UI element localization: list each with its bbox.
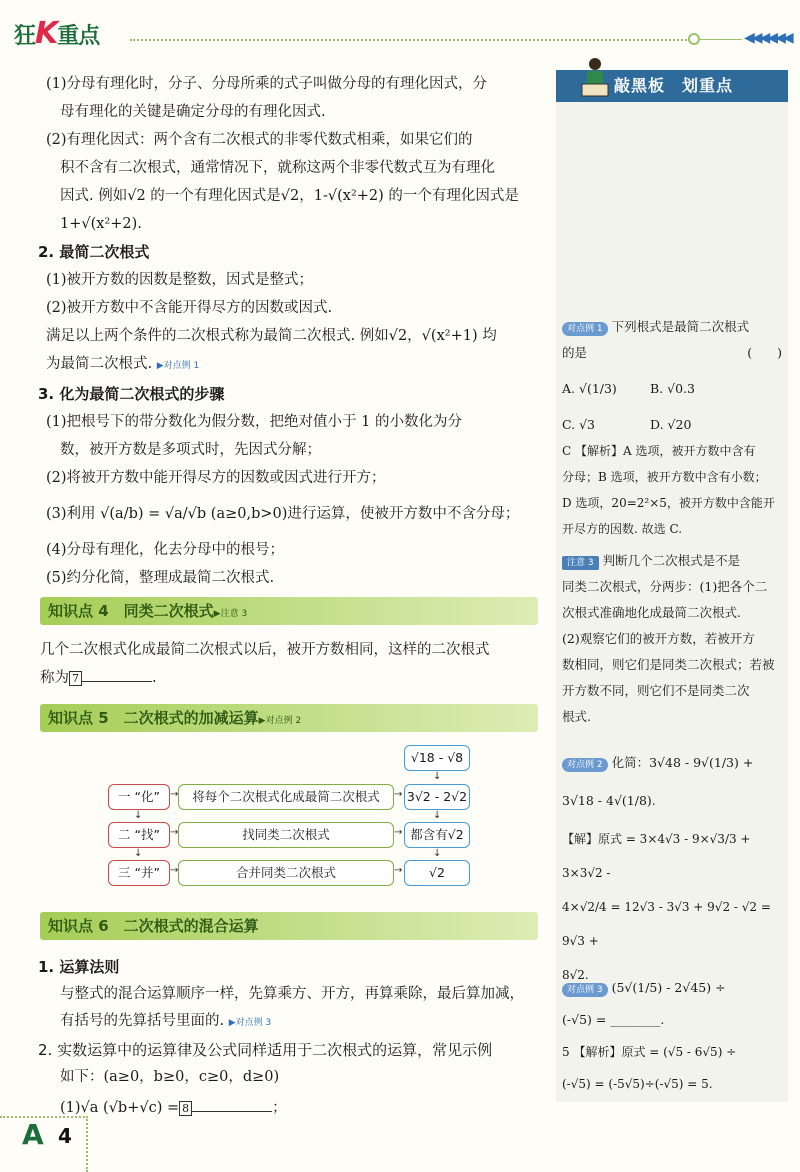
arrow-down-icon: ↓: [433, 771, 442, 782]
para: 数，被开方数是多项式时，先因式分解；: [60, 442, 321, 458]
brand-logo: [14, 16, 99, 51]
option-a[interactable]: A. √(1/3): [562, 381, 617, 396]
flow-step-3-result: √2: [404, 860, 470, 886]
para: (2)被开方数中不含能开得尽方的因数或因式.: [46, 300, 333, 316]
example-3: [562, 972, 782, 1100]
flow-step-2-desc: 找同类二次根式: [178, 822, 394, 848]
para: 母有理化的关键是确定分母的有理化因式.: [60, 104, 326, 120]
example-1: [562, 314, 782, 542]
para: (2)有理化因式：两个含有二次根式的非零代数式相乘，如果它们的: [46, 132, 473, 148]
note-line: 根式.: [562, 709, 591, 724]
para: (3)利用 √(a/b) = √a/√b (a≥0,b>0)进行运算，使被开方数中不含分母；: [46, 506, 520, 522]
note-link[interactable]: ▶注意 3: [213, 609, 248, 619]
flow-step-2-result: 都含有√2: [404, 822, 470, 848]
flow-step-2-label: 二 “找”: [108, 822, 170, 848]
knowledge-point-5-bar: [40, 704, 538, 732]
answer-line: (-√5) = (-5√5)÷(-√5) = 5.: [562, 1077, 713, 1091]
blank-number: 8: [179, 1101, 192, 1116]
kp4-text: [40, 636, 538, 692]
flow-top-box: √18 - √8: [404, 745, 470, 771]
example-tag: 对点例 2: [562, 758, 608, 772]
example-question: [562, 340, 782, 366]
arrow-down-icon: ↓: [134, 810, 143, 821]
question-text: 的是: [562, 345, 588, 360]
blank-number: 7: [69, 671, 82, 686]
note-line: 开方数不同，则它们不是同类二次: [562, 683, 750, 698]
header-divider-end: [700, 39, 742, 40]
flow-step-1-label: 一 “化”: [108, 784, 170, 810]
header-divider: [130, 39, 690, 41]
para: [46, 350, 540, 380]
kp6-text: [38, 954, 540, 1122]
para: (1)把根号下的带分数化为假分数，把绝对值小于 1 的小数化为分: [46, 414, 462, 430]
option-b[interactable]: B. √0.3: [650, 381, 695, 396]
arrow-right-icon: →: [394, 789, 403, 800]
para-text: (1)√a (√b+√c) =: [60, 1100, 180, 1116]
note-line: 数相同，则它们是同类二次根式；若被: [562, 657, 775, 672]
para: 积不含有二次根式，通常情况下，就称这两个非零代数式互为有理化: [60, 160, 495, 176]
answer-line: 5 【解析】原式 = (√5 - 6√5) ÷: [562, 1045, 737, 1059]
para: (4)分母有理化，化去分母中的根号；: [46, 542, 285, 558]
note-3: [562, 548, 782, 730]
arrow-right-icon: →: [170, 827, 179, 838]
section-heading: 2. 最简二次根式: [38, 243, 150, 261]
para: 满足以上两个条件的二次根式称为最简二次根式. 例如√2，√(x²+1) 均: [46, 328, 497, 344]
footer-divider: [0, 1116, 88, 1118]
flow-step-1-desc: 将每个二次根式化成最简二次根式: [178, 784, 394, 810]
answer-line: 4×√2/4 = 12√3 - 3√3 + 9√2 - √2 = 9√3 +: [562, 900, 771, 948]
page-number: 4: [58, 1124, 72, 1148]
example-link[interactable]: ▶对点例 1: [156, 361, 200, 371]
para: [46, 1095, 540, 1122]
note-tag: 注意 3: [562, 556, 599, 570]
teacher-figure-icon: [578, 56, 612, 100]
question-text: 化简：3√48 - 9√(1/3) +: [611, 755, 754, 770]
note-line: 次根式准确地化成最简二次根式.: [562, 605, 741, 620]
answer-paren[interactable]: ( ): [747, 345, 782, 360]
para: [46, 1008, 540, 1037]
para: (2)将被开方数中能开得尽方的因数或因式进行开方；: [46, 470, 386, 486]
question-text[interactable]: (-√5) = ________.: [562, 1012, 665, 1027]
answer-line: 分母；B 选项，被开方数中含有小数；: [562, 470, 767, 484]
flow-step-3-desc: 合并同类二次根式: [178, 860, 394, 886]
para-text: 有括号的先算括号里面的.: [60, 1013, 225, 1029]
answer-line: 开尽方的因数. 故选 C.: [562, 522, 683, 536]
arrow-down-icon: ↓: [134, 848, 143, 859]
header-arrows-icon: ◀◀◀◀◀◀: [744, 30, 791, 46]
knowledge-point-6-bar: [40, 912, 538, 940]
options-row: [562, 366, 782, 412]
answer-blank[interactable]: [82, 681, 152, 682]
kp-title: 知识点 5 二次根式的加减运算: [48, 709, 259, 727]
section-heading: 1. 运算法则: [38, 958, 120, 976]
para: 几个二次根式化成最简二次根式以后，被开方数相同，这样的二次根式: [40, 642, 490, 658]
para: (1)被开方数的因数是整数，因式是整式；: [46, 272, 314, 288]
kp-title: 知识点 6 二次根式的混合运算: [48, 917, 259, 935]
para: (5)约分化简，整理成最简二次根式.: [46, 570, 275, 586]
para: 1+√(x²+2).: [60, 216, 142, 232]
example-link[interactable]: ▶对点例 3: [228, 1018, 272, 1028]
example-tag: 对点例 3: [562, 983, 608, 997]
flow-step-3-label: 三 “并”: [108, 860, 170, 886]
example-question: [562, 746, 782, 780]
para: 如下：(a≥0，b≥0，c≥0，d≥0): [60, 1069, 280, 1085]
note-line: 同类二次根式，分两步：(1)把各个二: [562, 579, 768, 594]
example-link[interactable]: ▶对点例 2: [258, 716, 302, 726]
arrow-down-icon: ↓: [433, 848, 442, 859]
logo-k: K: [35, 16, 58, 51]
arrow-right-icon: →: [170, 865, 179, 876]
para: 因式. 例如√2 的一个有理化因式是√2，1-√(x²+2) 的一个有理化因式是: [60, 188, 519, 204]
para-text: ；: [272, 1100, 287, 1116]
example-question: [562, 314, 782, 340]
header-circle-icon: [688, 33, 700, 45]
para: 称为 7 .: [40, 670, 157, 686]
para-text: 称为: [40, 670, 69, 686]
main-content: [38, 70, 540, 592]
para: 与整式的混合运算顺序一样，先算乘方、开方，再算乘除，最后算加减，: [60, 986, 524, 1002]
section-heading: 2. 实数运算中的运算律及公式同样适用于二次根式的运算，常见示例: [38, 1041, 493, 1059]
question-text: (5√(1/5) - 2√45) ÷: [611, 980, 726, 995]
answer-line: 8√2.: [562, 968, 589, 982]
answer-line: C 【解析】A 选项，被开方数中含有: [562, 444, 756, 458]
flow-step-1-result: 3√2 - 2√2: [404, 784, 470, 810]
note-line: (2)观察它们的被开方数，若被开方: [562, 631, 755, 646]
logo-suffix: 重点: [57, 24, 100, 49]
para-text: 为最简二次根式.: [46, 356, 153, 372]
logo-char: 狂: [14, 24, 36, 49]
knowledge-point-4-bar: [40, 597, 538, 625]
answer-line: 【解】原式 = 3×4√3 - 9×√3/3 + 3×3√2 -: [562, 832, 751, 880]
question-text: 下列根式是最简二次根式: [611, 319, 750, 334]
example-tag: 对点例 1: [562, 322, 608, 336]
arrow-right-icon: →: [394, 827, 403, 838]
answer-blank[interactable]: [192, 1111, 272, 1112]
options-row: [562, 412, 782, 438]
example-question: [562, 972, 782, 1004]
sidebar-title: 敲黑板 划重点: [556, 70, 788, 102]
para: (1)分母有理化时，分子、分母所乘的式子叫做分母的有理化因式，分: [46, 76, 488, 92]
arrow-down-icon: ↓: [433, 810, 442, 821]
note-text: 判断几个二次根式是不是: [602, 553, 741, 568]
question-text: 3√18 - 4√(1/8).: [562, 793, 656, 808]
option-d[interactable]: D. √20: [650, 417, 692, 432]
footer-divider-vertical: [86, 1116, 88, 1172]
example-2: [562, 746, 782, 992]
arrow-right-icon: →: [394, 865, 403, 876]
option-c[interactable]: C. √3: [562, 417, 595, 432]
kp-title: 知识点 4 同类二次根式: [48, 602, 214, 620]
note-line: [562, 548, 782, 574]
section-heading: 3. 化为最简二次根式的步骤: [38, 385, 225, 403]
answer-line: D 选项，20=2²×5，被开方数中含能开: [562, 496, 775, 510]
footer-logo: A: [22, 1118, 44, 1151]
arrow-right-icon: →: [170, 789, 179, 800]
